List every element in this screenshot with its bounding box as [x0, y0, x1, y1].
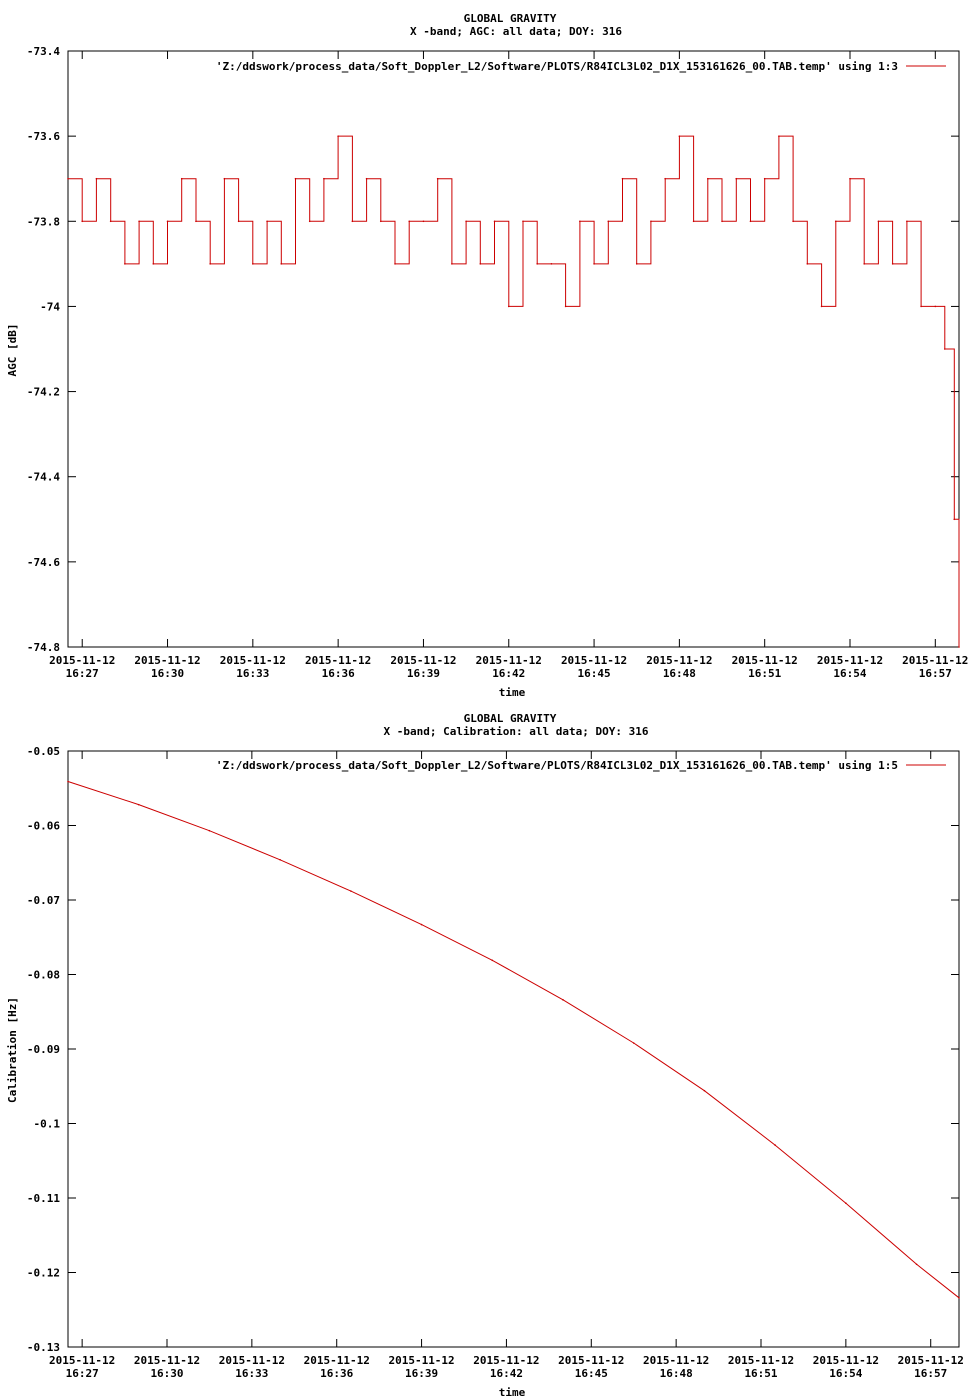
plot-frame	[68, 51, 959, 647]
data-point	[209, 830, 211, 832]
legend-label: 'Z:/ddswork/process_data/Soft_Doppler_L2/Software/PLOTS/R84ICL3L02_D1X_153161626_00.TAB.temp' using 1:5	[215, 759, 898, 772]
data-point	[735, 178, 737, 180]
x-tick-date: 2015-11-12	[646, 654, 713, 667]
y-tick-label: -0.09	[26, 1043, 60, 1056]
y-tick-label: -0.08	[26, 968, 60, 982]
x-tick-date: 2015-11-12	[134, 654, 201, 667]
y-tick-label: -0.1	[33, 1117, 60, 1131]
x-tick-time: 16:42	[489, 1367, 523, 1380]
x-tick-time: 16:36	[321, 667, 355, 680]
chart-subtitle: X -band; AGC: all data; DOY: 316	[410, 25, 622, 38]
data-point	[352, 220, 354, 222]
x-axis-label: time	[498, 1386, 526, 1399]
data-point	[849, 178, 851, 180]
data-point	[835, 220, 837, 222]
data-point	[81, 220, 83, 222]
chart-title: GLOBAL GRAVITY	[463, 12, 557, 25]
data-point	[579, 220, 581, 222]
x-tick-date: 2015-11-12	[388, 1354, 455, 1367]
x-axis-label: time	[498, 686, 526, 699]
data-point	[892, 263, 894, 265]
data-point	[494, 220, 496, 222]
data-point	[153, 263, 155, 265]
data-point	[309, 220, 311, 222]
series-group	[67, 135, 960, 647]
y-tick-label: -0.11	[26, 1192, 60, 1205]
data-point	[593, 263, 595, 265]
x-tick-labels	[49, 1354, 964, 1380]
data-point	[337, 135, 339, 137]
x-tick-time: 16:54	[833, 667, 867, 680]
legend	[216, 759, 946, 772]
data-point	[238, 220, 240, 222]
data-point	[279, 859, 281, 861]
data-point	[878, 220, 880, 222]
data-point	[408, 220, 410, 222]
data-point	[774, 1144, 776, 1146]
series-line	[68, 782, 959, 1298]
x-tick-date: 2015-11-12	[727, 1354, 795, 1367]
data-point	[124, 263, 126, 265]
series-line	[68, 136, 959, 647]
data-point	[693, 220, 695, 222]
axis-ticks	[68, 51, 959, 647]
data-point	[437, 178, 439, 180]
data-point	[633, 1042, 635, 1044]
data-point	[252, 263, 254, 265]
data-point	[906, 220, 908, 222]
legend-label: 'Z:/ddswork/process_data/Soft_Doppler_L2/Software/PLOTS/R84ICL3L02_D1X_153161626_00.TAB.temp' using 1:3	[215, 60, 898, 73]
data-point	[721, 220, 723, 222]
y-tick-label: -74.2	[26, 385, 60, 399]
data-point	[650, 220, 652, 222]
axis-ticks	[68, 751, 959, 1347]
data-point	[266, 220, 268, 222]
y-tick-label: -0.06	[26, 819, 60, 833]
data-point	[821, 306, 823, 308]
x-tick-labels	[49, 654, 968, 680]
data-point	[679, 135, 681, 137]
data-point	[295, 178, 297, 180]
x-tick-time: 16:48	[659, 1367, 693, 1380]
x-tick-date: 2015-11-12	[812, 1354, 879, 1367]
x-tick-date: 2015-11-12	[219, 654, 286, 667]
data-point	[935, 306, 937, 308]
chart-title: GLOBAL GRAVITY	[463, 712, 557, 725]
data-point	[522, 220, 524, 222]
x-tick-time: 16:57	[918, 667, 952, 680]
x-tick-date: 2015-11-12	[475, 654, 542, 667]
x-tick-time: 16:51	[748, 667, 782, 680]
data-point	[167, 220, 169, 222]
data-point	[704, 1090, 706, 1092]
data-point	[778, 135, 780, 137]
y-tick-label: -74.8	[26, 641, 60, 654]
data-point	[792, 220, 794, 222]
data-point	[67, 178, 69, 180]
x-tick-date: 2015-11-12	[303, 1354, 370, 1367]
x-tick-date: 2015-11-12	[49, 1354, 116, 1367]
data-point	[394, 263, 396, 265]
x-tick-date: 2015-11-12	[49, 654, 116, 667]
calibration-chart	[6, 712, 964, 1399]
y-tick-labels	[27, 45, 60, 654]
data-point	[565, 306, 567, 308]
x-tick-time: 16:42	[492, 667, 526, 680]
data-point	[863, 263, 865, 265]
x-tick-time: 16:39	[405, 1367, 439, 1380]
y-tick-label: -74	[40, 300, 60, 314]
y-tick-label: -73.8	[26, 215, 60, 229]
data-point	[845, 1202, 847, 1204]
data-point	[209, 263, 211, 265]
data-point	[366, 178, 368, 180]
x-tick-date: 2015-11-12	[218, 1354, 285, 1367]
x-tick-date: 2015-11-12	[560, 654, 628, 667]
y-tick-label: -0.07	[26, 894, 60, 907]
x-tick-time: 16:27	[65, 1367, 99, 1380]
x-tick-time: 16:36	[320, 1367, 354, 1380]
data-point	[280, 263, 282, 265]
agc-chart	[6, 12, 968, 699]
y-axis-label: AGC [dB]	[6, 323, 19, 377]
x-tick-time: 16:30	[150, 1367, 184, 1380]
data-point	[607, 220, 609, 222]
plot-frame	[68, 751, 959, 1347]
data-point	[96, 178, 98, 180]
x-tick-date: 2015-11-12	[731, 654, 798, 667]
x-tick-date: 2015-11-12	[558, 1354, 625, 1367]
x-tick-date: 2015-11-12	[897, 1354, 964, 1367]
data-point	[958, 1297, 960, 1299]
y-tick-label: -74.6	[26, 555, 60, 569]
x-tick-time: 16:33	[236, 667, 270, 680]
x-tick-date: 2015-11-12	[133, 1354, 201, 1367]
x-tick-date: 2015-11-12	[473, 1354, 540, 1367]
x-tick-time: 16:45	[574, 1367, 608, 1380]
data-point	[195, 220, 197, 222]
data-point	[807, 263, 809, 265]
data-point	[508, 306, 510, 308]
data-point	[491, 960, 493, 962]
y-tick-label: -0.12	[26, 1266, 60, 1280]
x-tick-time: 16:48	[662, 667, 696, 680]
x-tick-date: 2015-11-12	[390, 654, 457, 667]
data-point	[323, 178, 325, 180]
x-tick-date: 2015-11-12	[816, 654, 884, 667]
series-group	[67, 781, 960, 1299]
data-point	[451, 263, 453, 265]
data-point	[480, 263, 482, 265]
x-tick-time: 16:27	[65, 667, 99, 680]
data-point	[750, 220, 752, 222]
data-point	[138, 804, 140, 806]
y-tick-label: -73.6	[26, 130, 60, 144]
data-point	[944, 348, 946, 350]
data-point	[664, 178, 666, 180]
y-tick-label: -74.4	[26, 470, 60, 484]
data-point	[551, 263, 553, 265]
x-tick-date: 2015-11-12	[305, 654, 372, 667]
data-point	[423, 220, 425, 222]
data-point	[916, 1264, 918, 1266]
x-tick-time: 16:51	[744, 1367, 778, 1380]
x-tick-time: 16:57	[914, 1367, 948, 1380]
y-tick-label: -73.4	[26, 45, 60, 58]
y-tick-labels	[27, 745, 60, 1354]
data-point	[138, 220, 140, 222]
x-tick-time: 16:39	[406, 667, 441, 680]
y-axis-label: Calibration [Hz]	[6, 997, 19, 1103]
x-tick-time: 16:33	[235, 1367, 269, 1380]
data-point	[110, 220, 112, 222]
x-tick-time: 16:30	[150, 667, 185, 680]
data-point	[764, 178, 766, 180]
data-point	[953, 518, 955, 520]
data-point	[958, 646, 960, 648]
data-point	[622, 178, 624, 180]
data-point	[536, 263, 538, 265]
data-point	[465, 220, 467, 222]
data-point	[421, 924, 423, 926]
chart-subtitle: X -band; Calibration: all data; DOY: 316	[383, 725, 649, 738]
data-point	[562, 999, 564, 1001]
data-point	[350, 890, 352, 892]
data-point	[181, 178, 183, 180]
legend	[216, 60, 946, 73]
x-tick-date: 2015-11-12	[902, 654, 969, 667]
x-tick-time: 16:54	[829, 1367, 863, 1380]
data-point	[67, 781, 69, 783]
y-tick-label: -0.13	[26, 1341, 60, 1354]
data-point	[707, 178, 709, 180]
data-point	[224, 178, 226, 180]
x-tick-date: 2015-11-12	[643, 1354, 710, 1367]
data-point	[636, 263, 638, 265]
y-tick-label: -0.05	[26, 745, 60, 758]
x-tick-time: 16:45	[577, 667, 611, 680]
data-point	[920, 306, 922, 308]
data-point	[380, 220, 382, 222]
